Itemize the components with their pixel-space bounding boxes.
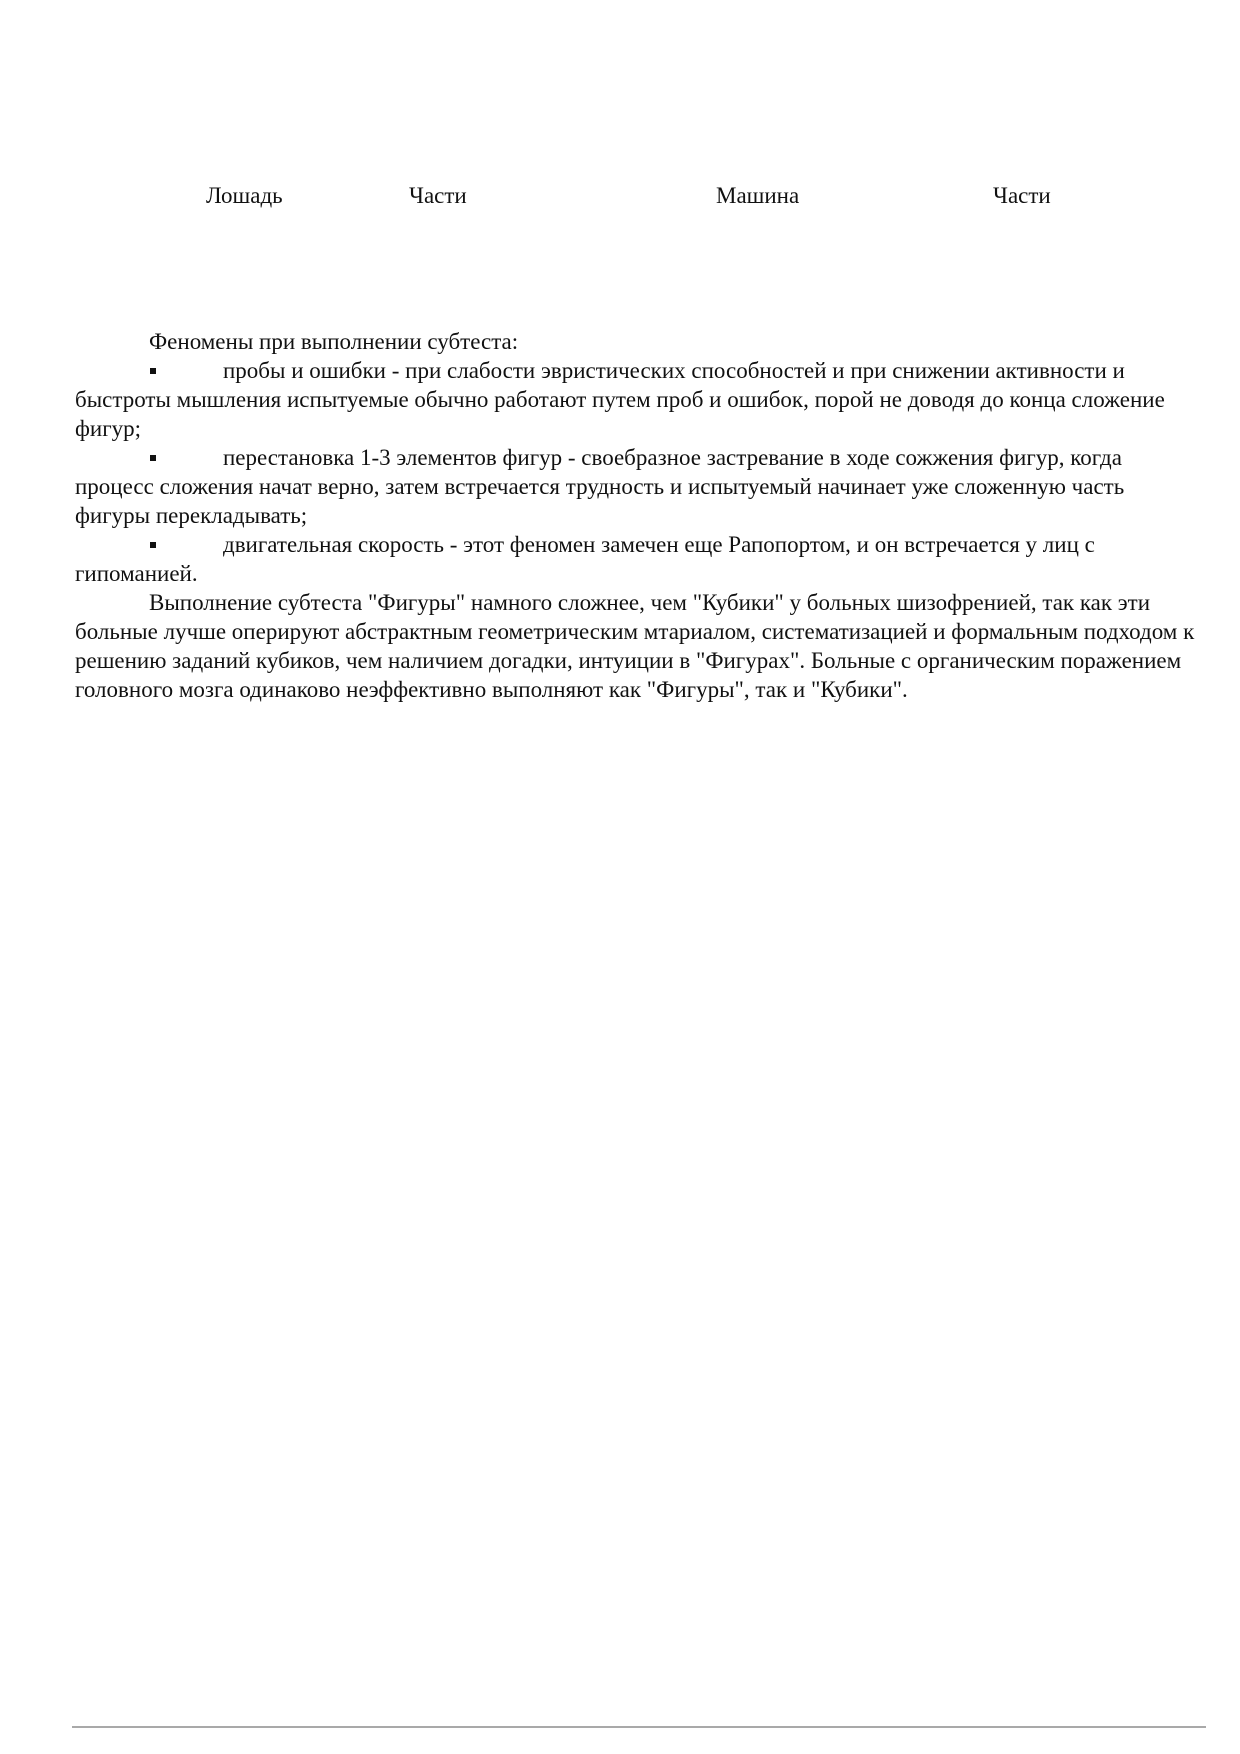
square-bullet-icon (150, 368, 156, 374)
label-car-parts: Части (993, 183, 1051, 208)
label-horse: Лошадь (206, 183, 283, 208)
list-item-text: двигательная скорость - этот феномен замечен еще Рапопортом, и он встречается у лиц с гипоманией. (75, 532, 1095, 586)
label-car: Машина (716, 183, 800, 208)
list-item-text: перестановка 1-3 элементов фигур - своебразное застревание в ходе сожжения фигур, когда процесс сложения начат верно, затем встречается трудность и испытуемый начинает уже сложенную часть фигуры перекладывать; (75, 445, 1125, 528)
list-item-text: пробы и ошибки - при слабости эвристических способностей и при снижении активности и быстроты мышления испытуемые обычно работают путем проб и ошибок, порой не доводя до конца сложение фигур; (75, 358, 1165, 441)
square-bullet-icon (150, 542, 156, 548)
conclusion-paragraph: Выполнение субтеста "Фигуры" намного сложнее, чем "Кубики" у больных шизофренией, так как эти больные лучше оперируют абстрактным геометрическим мтариалом, систематизацией и формальным подходом к решению заданий кубиков, чем наличием догадки, интуиции в "Фигурах". Больные с органическим поражением головного мозга одинаково неэффективно выполняют как "Фигуры", так и "Кубики". (75, 590, 1195, 702)
intro-line: Феномены при выполнении субтеста: (149, 329, 519, 354)
list-item (75, 356, 1205, 443)
square-bullet-icon (150, 455, 156, 461)
label-horse-parts: Части (409, 183, 467, 208)
list-item (75, 530, 1205, 588)
list-item (75, 443, 1205, 530)
footer-divider (72, 1726, 1206, 1728)
body-text (75, 327, 1205, 704)
